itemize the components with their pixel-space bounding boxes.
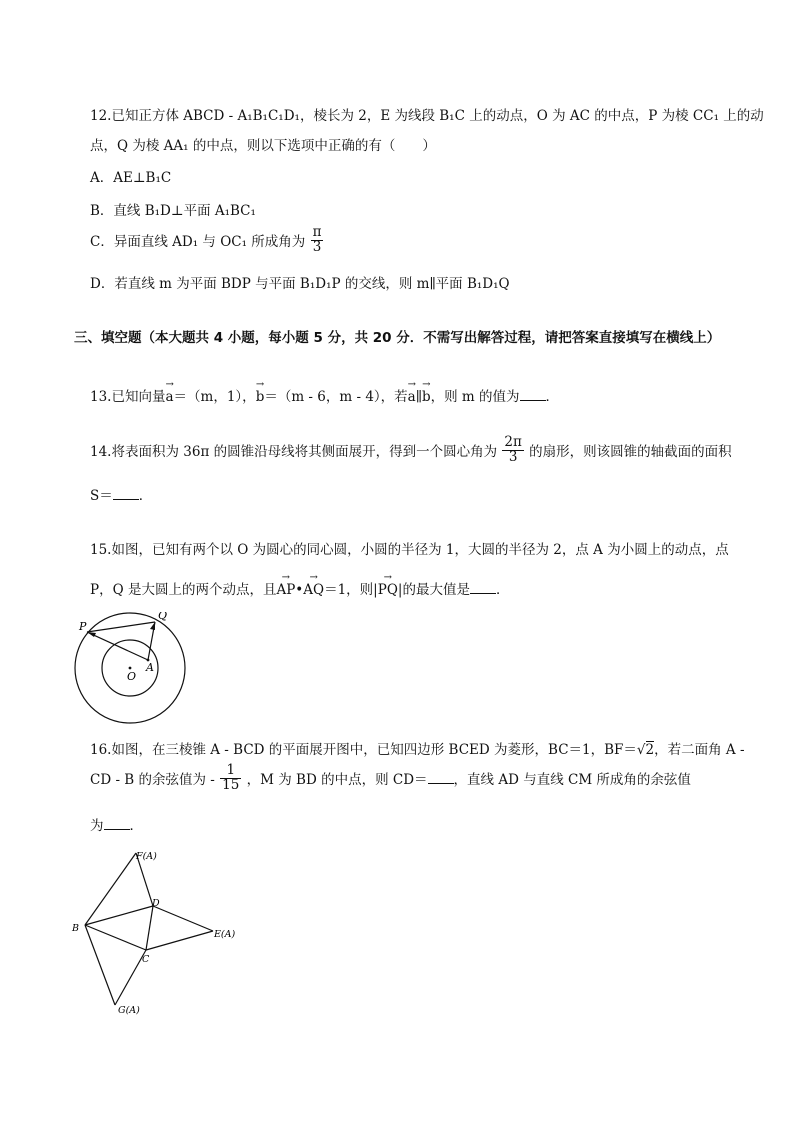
q15-end: ． [495, 582, 510, 598]
center-point [129, 667, 132, 670]
q16-text-1: 16.如图，在三棱锥 A - BCD 的平面展开图中，已知四边形 BCED 为菱形，BC＝1，BF＝ [90, 742, 637, 758]
q15-line2 [90, 578, 509, 598]
q12-option-d: D．若直线 m 为平面 BDP 与平面 B₁D₁P 的交线，则 m∥平面 B₁D₁Q [90, 276, 510, 292]
q13-vector-a-2: → a [408, 389, 416, 405]
q13-text-1: 13.已知向量 [90, 389, 166, 405]
q16-line1 [90, 738, 745, 758]
q13-text-3: ＝（m - 6，m - 4），若 [264, 389, 408, 405]
edge-bd [85, 906, 153, 925]
q16-answer-blank-1[interactable] [428, 773, 454, 784]
q14-fraction [502, 436, 523, 464]
q14-line2 [90, 484, 152, 504]
label-p: P [79, 620, 87, 633]
q13-vector-a: → a [165, 389, 173, 405]
q13-vector-b-2: → b [422, 389, 431, 405]
q16-text-1b: ，若二面角 A - [654, 742, 745, 758]
q14-end: ． [138, 488, 153, 504]
sqrt-radicand: 2 [645, 742, 655, 758]
fraction-denominator: 3 [508, 448, 518, 465]
q16-end: ． [129, 818, 143, 834]
q15-figure [70, 612, 190, 727]
q15-line1: 15.如图，已知有两个以 O 为圆心的同心圆，小圆的半径为 1，大圆的半径为 2，点 A 为小圆上的动点，点 [90, 542, 729, 558]
q16-line3 [90, 814, 143, 834]
q14-text-3: S＝ [90, 488, 113, 504]
q16-answer-blank-2[interactable] [104, 819, 130, 830]
label-b: B [72, 923, 79, 934]
label-o: O [127, 670, 137, 683]
label-d: D [152, 898, 160, 909]
arrowhead-p [87, 632, 96, 637]
q16-text-3: ，M 为 BD 的中点，则 CD＝ [246, 772, 428, 788]
q15-vector-aq: → AQ [303, 582, 324, 598]
fraction-denominator: 15 [222, 776, 240, 793]
edge-de [153, 906, 213, 931]
q13-vector-b: → b [256, 389, 265, 405]
q12-stem-line1: 12.已知正方体 ABCD - A₁B₁C₁D₁，棱长为 2，E 为线段 B₁C 上的动点，O 为 AC 的中点，P 为棱 CC₁ 上的动 [90, 108, 764, 124]
label-q: Q [158, 612, 168, 622]
sqrt-sign: √ [636, 742, 646, 758]
q16-figure [68, 843, 243, 1023]
q14-text-1: 14.将表面积为 36π 的圆锥沿母线将其侧面展开，得到一个圆心角为 [90, 444, 498, 460]
q13-answer-blank[interactable] [520, 390, 546, 401]
q14-line1 [90, 436, 732, 464]
edge-dc [146, 906, 153, 950]
section-heading: 三、填空题（本大题共 4 小题，每小题 5 分，共 20 分．不需写出解答过程，请把答案直接填写在横线上） [74, 330, 721, 346]
label-c: C [142, 954, 150, 965]
fraction-numerator: 2π [504, 434, 522, 450]
q15-vector-pq: → PQ [378, 582, 398, 598]
label-f: F(A) [136, 851, 157, 862]
label-a: A [146, 661, 154, 674]
q13-text-2: ＝（m，1）， [173, 389, 256, 405]
q15-text-2: ＝1，则| [324, 582, 378, 598]
q15-text-1: P，Q 是大圆上的两个动点，且 [90, 582, 277, 598]
q16-text-4: ，直线 AD 与直线 CM 所成角的余弦值 [453, 772, 691, 788]
label-e: E(A) [214, 929, 236, 940]
edge-bg [85, 925, 115, 1005]
q13-text-4: ，则 m 的值为 [430, 389, 520, 405]
segment-ap [87, 632, 148, 660]
q12-option-a: A．AE⊥B₁C [90, 170, 172, 186]
q16-text-2: CD - B 的余弦值为 - [90, 772, 215, 788]
q16-sqrt [637, 741, 654, 758]
fraction-denominator: 3 [312, 238, 322, 255]
q15-answer-blank[interactable] [470, 583, 496, 594]
q15-text-3: |的最大值是 [397, 582, 470, 598]
q15-vector-ap: → AP [276, 582, 295, 598]
q13-parallel: ∥ [415, 389, 422, 405]
q15-dot: • [295, 582, 304, 598]
q16-line2 [90, 764, 691, 792]
q13-end: ． [545, 389, 560, 405]
q12-stem-line2: 点，Q 为棱 AA₁ 的中点，则以下选项中正确的有（ ） [90, 138, 436, 154]
q12-option-c [90, 226, 324, 254]
edge-ce [146, 931, 213, 950]
q12-option-c-text: C．异面直线 AD₁ 与 OC₁ 所成角为 [90, 234, 306, 250]
label-g: G(A) [118, 1005, 140, 1016]
q16-text-5: 为 [90, 818, 104, 834]
q12-option-b: B．直线 B₁D⊥平面 A₁BC₁ [90, 203, 256, 219]
edge-bc [85, 925, 146, 950]
q14-text-2: 的扇形，则该圆锥的轴截面的面积 [529, 444, 732, 460]
q16-fraction [220, 764, 241, 792]
edge-fb [85, 853, 136, 925]
q14-answer-blank[interactable] [113, 489, 139, 500]
fraction-numerator: π [312, 224, 322, 240]
q13-line [90, 385, 559, 405]
fraction-numerator: 1 [220, 764, 241, 779]
q12-option-c-fraction [311, 226, 324, 254]
